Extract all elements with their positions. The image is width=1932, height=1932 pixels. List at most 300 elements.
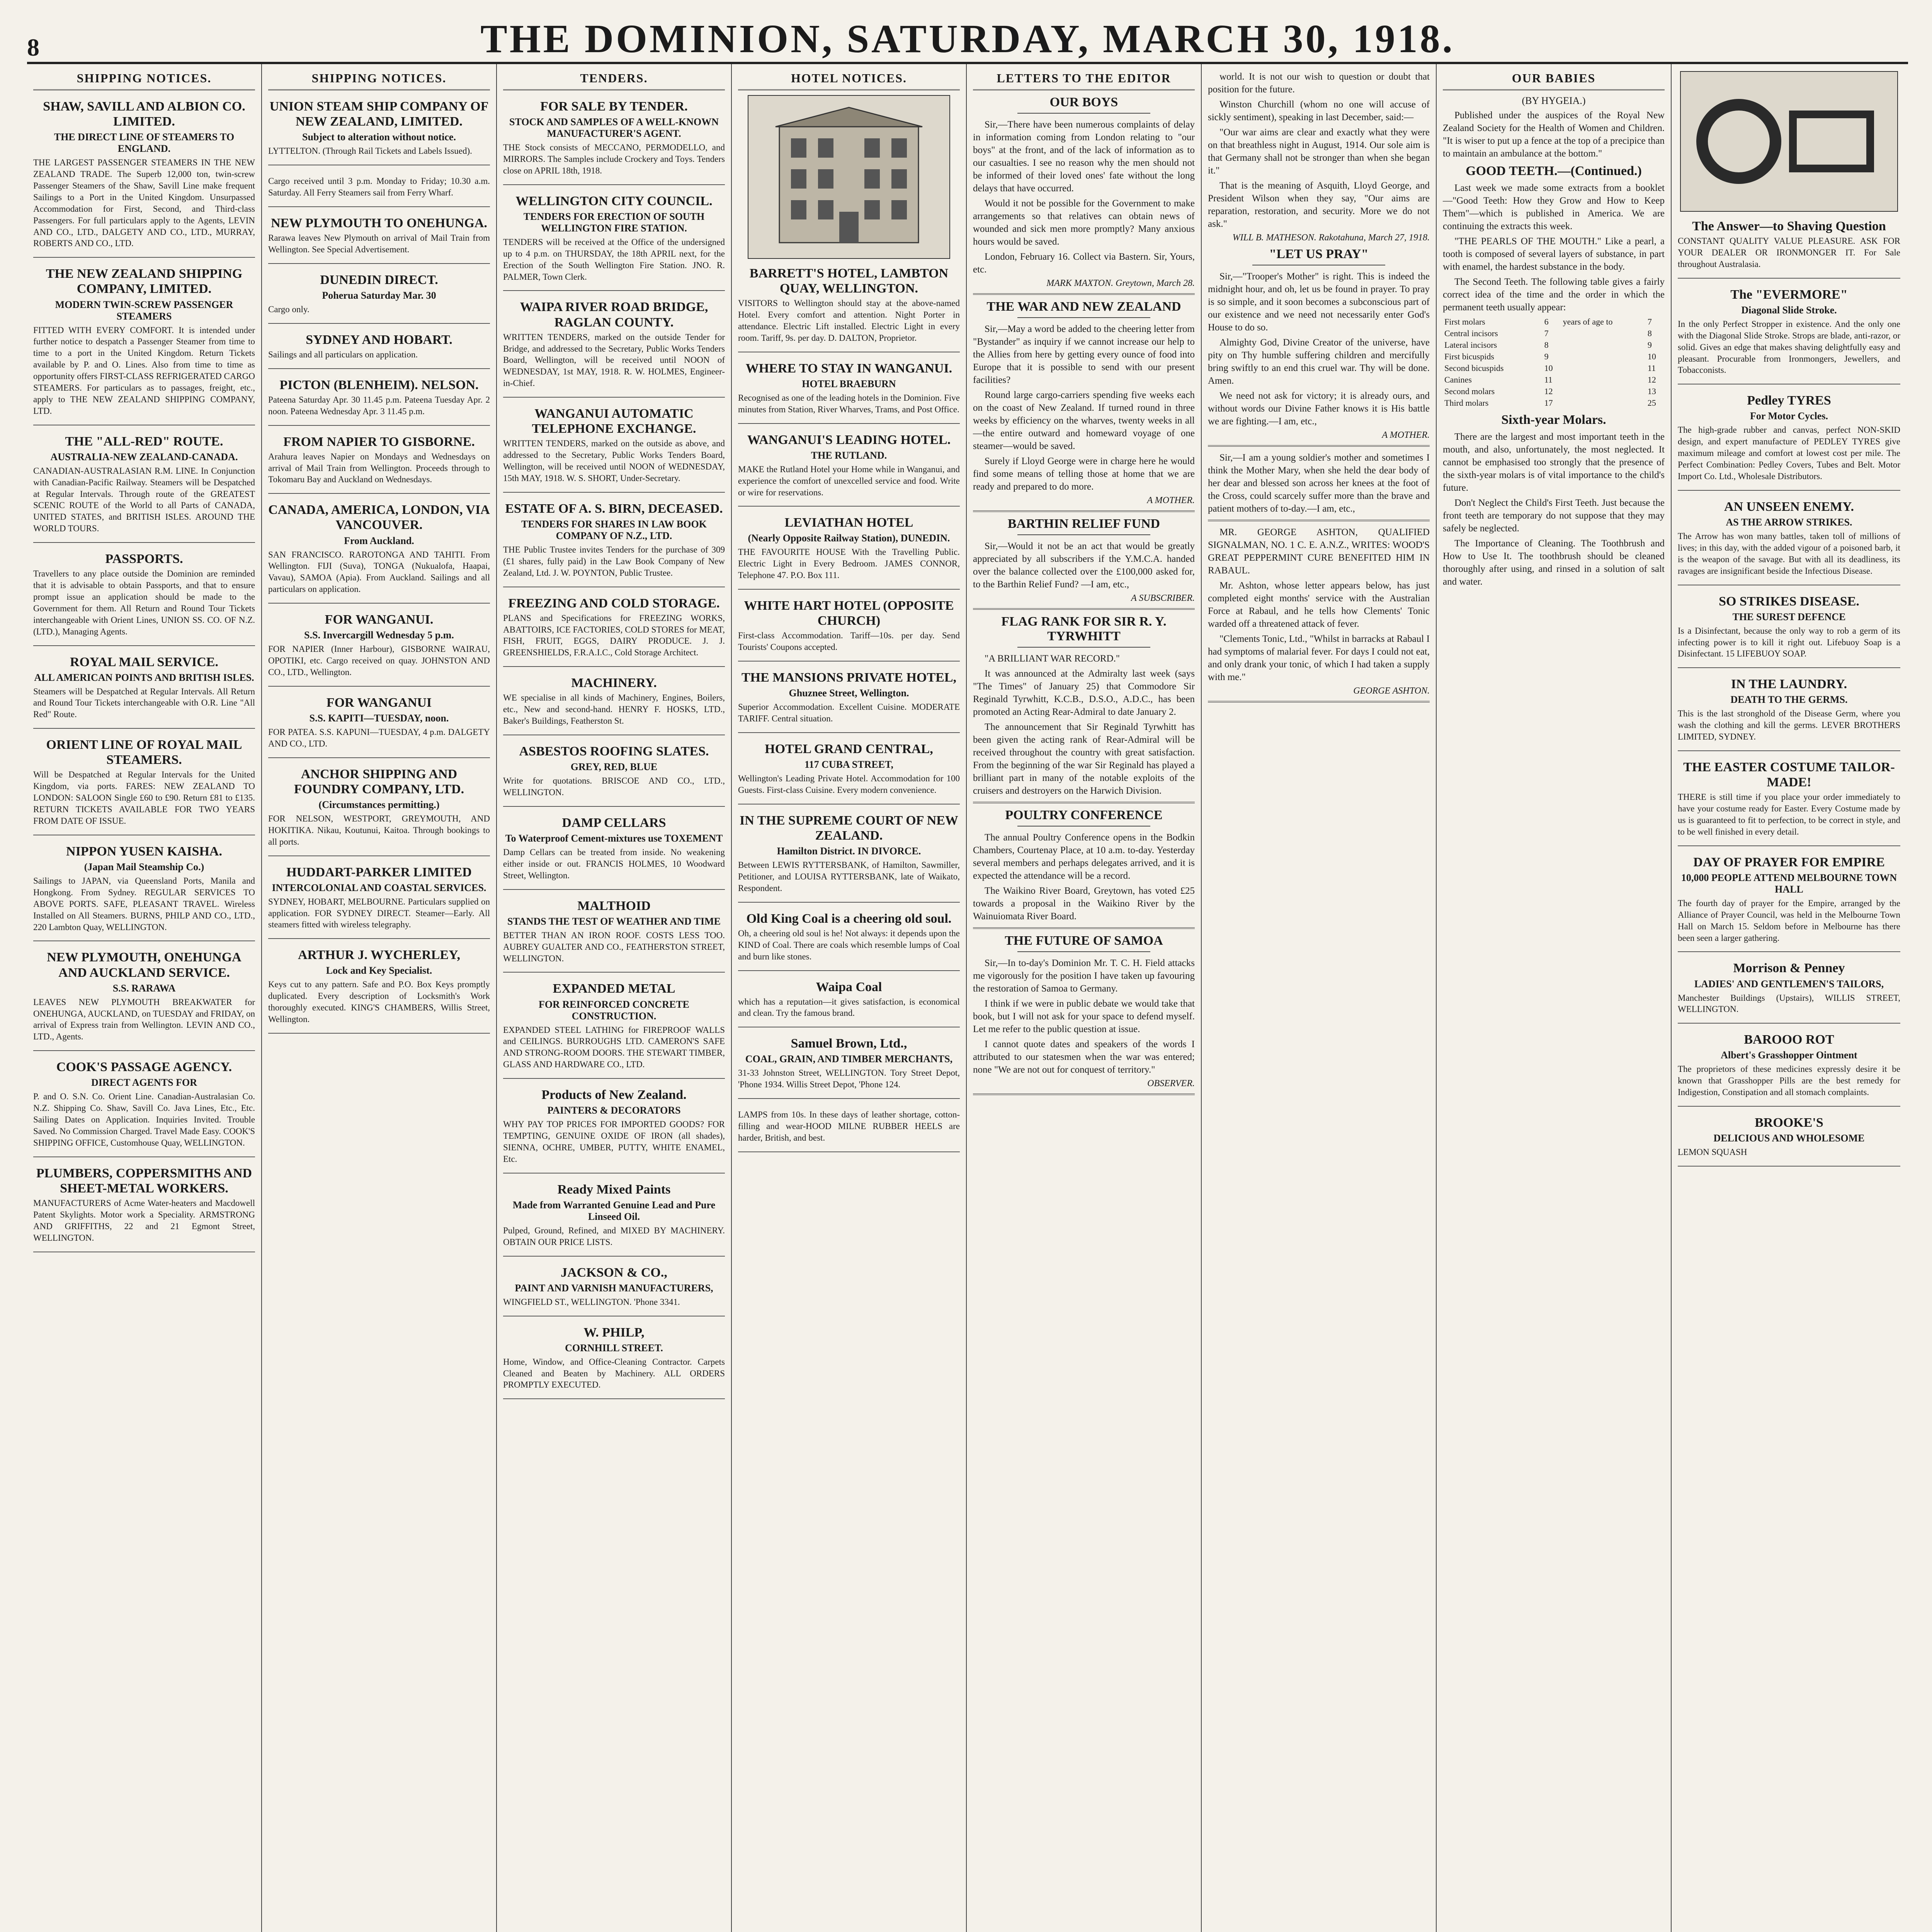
article-paragraph: "Our war aims are clear and exactly what they were on that breathless night in August, 1914. Our sole aim is that Germany shall not be stronger than when she began it."	[1208, 127, 1430, 176]
ads-list	[738, 262, 960, 1152]
article	[973, 299, 1195, 512]
ad-subheading: 117 CUBA STREET,	[804, 759, 893, 770]
ad-heading: DAMP CELLARS	[562, 815, 666, 830]
article	[973, 95, 1195, 295]
article-paragraph: The Waikino River Board, Greytown, has voted £25 towards a proposal in the Waikino River by the Wainuiomata River Board.	[973, 886, 1195, 922]
article-paragraph: The Importance of Cleaning. The Toothbrush and How to Use It. The toothbrush should be cleaned thoroughly after using, and rinsed in a solution of salt and water.	[1443, 538, 1665, 587]
article-paragraph: Sir,—Would it not be an act that would be greatly appreciated by all subscribers if the Y.M.C.A. handed over the balance collected over the £100,000 asked for, to the Barthin Relief Fund? —I am, etc.,	[973, 541, 1195, 590]
column-5-letters	[967, 64, 1202, 1932]
ad-heading: WHITE HART HOTEL (OPPOSITE CHURCH)	[744, 599, 954, 628]
ad-heading: LEVIATHAN HOTEL	[784, 515, 913, 530]
table-cell: 10	[1647, 352, 1656, 361]
advertisement	[268, 861, 490, 939]
ad-heading: SYDNEY AND HOBART.	[306, 332, 452, 347]
ad-subheading: PAINTERS & DECORATORS	[547, 1105, 681, 1116]
ad-heading: HUDDART-PARKER LIMITED	[286, 865, 472, 879]
article-paragraph: MR. GEORGE ASHTON, QUALIFIED SIGNALMAN, NO. 1 C. E. A.N.Z., WRITES: WOOD'S GREAT PEPPERMINT CURE BENEFITED HIM IN RABAUL.	[1208, 527, 1430, 576]
ad-heading: ANCHOR SHIPPING AND FOUNDRY COMPANY, LTD.	[294, 767, 464, 796]
ad-heading: JACKSON & CO.,	[561, 1265, 667, 1280]
shaving-illustration	[1689, 80, 1889, 203]
divider	[1208, 520, 1430, 521]
ad-subheading: CORNHILL STREET.	[565, 1342, 663, 1354]
article	[1208, 526, 1430, 702]
ad-body: P. and O. S.N. Co. Orient Line. Canadian-Australasian Co. N.Z. Shipping Co. Shaw, Savill Co. Java Lines, Etc., Etc. Sailing Dates on Application. Inquiries Invited. Trouble Saved. No Commission Charged. Travel Made Easy. COOK'S SHIPPING OFFICE, Customhouse Quay, WELLINGTON.	[33, 1092, 255, 1148]
advertisement	[738, 594, 960, 662]
table-cell	[1561, 328, 1646, 339]
advertisement	[503, 977, 725, 1079]
ad-body: In the only Perfect Stropper in existence. And the only one with the Diagonal Slide Stroke. Strops are blade, anti-razor, or solid. Gives an edge that makes shaving delightfully easy and pleasant. Procurable from Ironmongers, Jewellers, and Tobacconists.	[1678, 319, 1900, 375]
advertisement	[268, 95, 490, 165]
table-row	[1443, 339, 1665, 351]
advertisement	[268, 608, 490, 687]
table-cell: 9	[1647, 340, 1652, 350]
ad-heading: SO STRIKES DISEASE.	[1719, 594, 1859, 609]
ad-body: Manchester Buildings (Upstairs), WILLIS STREET, WELLINGTON.	[1678, 993, 1900, 1014]
ad-subheading: Subject to alteration without notice.	[302, 131, 456, 143]
column-1-shipping	[27, 64, 262, 1932]
ad-subheading: THE RUTLAND.	[811, 449, 887, 461]
ads-list	[503, 95, 725, 1399]
razor-ad-image	[1680, 71, 1898, 212]
ad-heading: WANGANUI AUTOMATIC TELEPHONE EXCHANGE.	[532, 406, 696, 436]
ad-heading: Waipa Coal	[816, 980, 882, 994]
masthead	[27, 15, 1908, 64]
advertisement	[1678, 1111, 1900, 1167]
article-heading: THE FUTURE OF SAMOA	[1005, 934, 1163, 948]
article-paragraph: The Second Teeth. The following table gives a fairly correct idea of the time and the order in which the permanent teeth usually appear:	[1443, 277, 1665, 313]
advertisement	[268, 763, 490, 856]
column-heading: OUR BABIES	[1443, 68, 1665, 90]
ad-heading: WELLINGTON CITY COUNCIL.	[515, 194, 713, 208]
ad-body: FOR NELSON, WESTPORT, GREYMOUTH, AND HOKITIKA. Nikau, Koutunui, Kaitoa. Through bookings to all ports.	[268, 813, 490, 847]
column-3-tenders	[497, 64, 732, 1932]
ad-heading: The Answer—to Shaving Question	[1692, 219, 1886, 233]
column-6-letters-cont	[1202, 64, 1437, 1932]
heading-rule	[1017, 317, 1150, 318]
ad-body: Will be Despatched at Regular Intervals for the United Kingdom, via ports. FARES: NEW ZEALAND TO LONDON: SALOON Single £60 to £90. Return £81 to £135. RETURN TICKETS AVAILABLE FOR TWO YEARS FROM DATE OF ISSUE.	[33, 770, 255, 826]
section-heading: GOOD TEETH.—(Continued.)	[1466, 164, 1642, 178]
ad-body: Pulped, Ground, Refined, and MIXED BY MACHINERY. OBTAIN OUR PRICE LISTS.	[503, 1225, 725, 1247]
advertisement	[503, 95, 725, 185]
divider	[973, 293, 1195, 295]
ad-body: Recognised as one of the leading hotels in the Dominion. Five minutes from Station, River Wharves, Trams, and Post Office.	[738, 393, 960, 414]
advertisement	[738, 907, 960, 971]
table-cell: 13	[1647, 386, 1656, 396]
ad-body: LEAVES NEW PLYMOUTH BREAKWATER for ONEHUNGA, AUCKLAND, on TUESDAY and FRIDAY, on arrival of Express train from Wellington. LEVIN AND CO., LTD., Agents.	[33, 997, 255, 1042]
ad-body: Sailings to JAPAN, via Queensland Ports, Manila and Hongkong. From Sydney. REGULAR SERVICES TO ABOVE PORTS. SAFE, PLEASANT TRAVEL. Wireless Installed on All Steamers. BURNS, PHILP AND CO., LTD., 220 Lambton Quay, WELLINGTON.	[33, 876, 255, 932]
ad-body: Wellington's Leading Private Hotel. Accommodation for 100 Guests. First-class Cuisine. Every modern convenience.	[738, 774, 960, 795]
articles-list	[973, 95, 1195, 1095]
divider	[973, 802, 1195, 803]
ad-body: PLANS and Specifications for FREEZING WORKS, ABATTOIRS, ICE FACTORIES, COLD STORES for MEAT, FISH, FRUIT, EGGS, DAIRY PRODUCE. J. J. GREENSHIELDS, F.R.A.I.C., Cold Storage Architect.	[503, 613, 725, 658]
ad-body: VISITORS to Wellington should stay at the above-named Hotel. Every comfort and attention. Night Porter in attendance. Electric Lift installed. Electric Light in every room. Tariff, 9s. per day. D. DALTON, Proprietor.	[738, 298, 960, 343]
article-paragraph: Sir,—"Trooper's Mother" is right. This is indeed the midnight hour, and oh, let us be found in prayer. To pray is so simple, and it soon becomes a subconscious part of our existence and we need not necessarily enter God's House to do so.	[1208, 271, 1430, 333]
heading-rule	[1017, 826, 1150, 827]
advertisement	[1678, 590, 1900, 668]
article-paragraph: Sir,—I am a young soldier's mother and sometimes I think the Mother Mary, when she held the dear body of her dear and blessed son across her knees at the foot of the Cross, could scarcely suffer more than the brave and patient mothers of to-day.—I am, etc.,	[1208, 452, 1430, 514]
ad-subheading: (Circumstances permitting.)	[318, 799, 440, 810]
ad-subheading: S.S. KAPITI—TUESDAY, noon.	[309, 712, 449, 724]
ad-body: Home, Window, and Office-Cleaning Contractor. Carpets Cleaned and Beaten by Machinery. ALL ORDERS PROMPTLY EXECUTED.	[503, 1357, 725, 1390]
table-cell	[1561, 374, 1646, 386]
ad-body: THERE is still time if you place your order immediately to have your costume ready for Easter. Every Costume made by us is guaranteed to fit to perfection, to be correct in style, and to be well finished in every detail.	[1678, 792, 1900, 837]
ad-heading: FOR WANGANUI	[326, 695, 432, 710]
advertisement	[503, 811, 725, 890]
ad-body: CONSTANT QUALITY VALUE PLEASURE. ASK FOR YOUR DEALER OR IRONMONGER IT. For Sale throughout Australasia.	[1678, 236, 1900, 269]
advertisement	[33, 548, 255, 646]
article-paragraph: It was announced at the Admiralty last week (says "The Times" of January 25) that Commodore Sir Reginald Tyrwhitt, K.C.B., D.S.O., A.D.C., has been promoted an Acting Rear-Admiral to date January 2.	[973, 668, 1195, 717]
ad-heading: MACHINERY.	[571, 676, 657, 690]
ads-list	[268, 95, 490, 1034]
ad-body: Superior Accommodation. Excellent Cuisine. MODERATE TARIFF. Central situation.	[738, 702, 960, 724]
ad-heading: SHAW, SAVILL AND ALBION CO. LIMITED.	[43, 99, 245, 129]
ad-heading: THE EASTER COSTUME TAILOR-MADE!	[1683, 760, 1895, 790]
ad-subheading: Lock and Key Specialist.	[326, 965, 432, 976]
advertisement	[738, 976, 960, 1028]
ad-body: WHY PAY TOP PRICES FOR IMPORTED GOODS? FOR TEMPTING, GENUINE OXIDE OF IRON (all shades), SIENNA, OCHRE, UMBER, PUTTY, WHITE ENAMEL, Etc.	[503, 1119, 725, 1164]
ad-heading: COOK'S PASSAGE AGENCY.	[56, 1060, 232, 1075]
ad-body: Cargo only.	[268, 304, 310, 314]
ad-heading: Samuel Brown, Ltd.,	[791, 1036, 907, 1051]
advertisement	[1678, 851, 1900, 952]
advertisement	[33, 946, 255, 1051]
advertisement	[503, 190, 725, 291]
ad-subheading: TENDERS FOR SHARES IN LAW BOOK COMPANY OF N.Z., LTD.	[521, 518, 707, 541]
ad-heading: Morrison & Penney	[1733, 961, 1845, 976]
intro-paragraph: Published under the auspices of the Royal New Zealand Society for the Health of Women and Children. "It is wiser to put up a fence at the top of a precipice than to maintain an ambulance at the bottom."	[1443, 110, 1665, 159]
advertisement	[738, 1032, 960, 1099]
ad-body: WE specialise in all kinds of Machinery, Engines, Boilers, etc., New and second-hand. HENRY F. HOSKS, LTD., Baker's Buildings, Featherston St.	[503, 693, 725, 726]
article-paragraph: I think if we were in public debate we would take that book, but I will not ask for your space to defend myself. Let me refer to the public question at issue.	[973, 998, 1195, 1034]
ad-heading: Ready Mixed Paints	[557, 1182, 671, 1197]
ad-body: WINGFIELD ST., WELLINGTON. 'Phone 3341.	[503, 1297, 680, 1307]
article-paragraph: "THE PEARLS OF THE MOUTH." Like a pearl, a tooth is composed of several layers of substance, in part with enamel, the hardest substance in the body.	[1443, 236, 1665, 272]
article-heading: BARTHIN RELIEF FUND	[1007, 517, 1160, 531]
article-paragraph: Don't Neglect the Child's First Teeth. Just because the front teeth are temporary do not suppose that they may safely be neglected.	[1443, 498, 1665, 534]
ad-body: BETTER THAN AN IRON ROOF. COSTS LESS TOO. AUBREY GUALTER AND CO., FEATHERSTON STREET, WELLINGTON.	[503, 930, 725, 963]
advertisement	[33, 1056, 255, 1157]
ad-body: which has a reputation—it gives satisfaction, is economical and clean. Try the famous brand.	[738, 997, 960, 1018]
article-paragraph: Sir,—There have been numerous complaints of delay in information coming from London relating to "our boys" at the front, and of the lack of information as to our casualties. I see no reason why the men should not be informed of their loved ones' fate without the long delays that have occurred.	[973, 119, 1195, 194]
table-cell: 9	[1544, 352, 1549, 361]
table-cell: 7	[1647, 317, 1652, 327]
column-heading: HOTEL NOTICES.	[738, 68, 960, 90]
advertisement	[738, 809, 960, 903]
article-paragraph: There are the largest and most important teeth in the mouth, and also, unfortunately, the most neglected. It cannot be emphasised too strongly that the presence of the sixth-year molars is of vital importance to the child's future.	[1443, 432, 1665, 493]
ad-heading: W. PHILP,	[583, 1325, 645, 1340]
article-paragraph: The annual Poultry Conference opens in the Bodkin Chambers, Courtenay Place, at 10 a.m. to-day. Yesterday several members and perhaps delegates arrived, and it is expected the attendance will be a record.	[973, 832, 1195, 881]
ad-subheading: ALL AMERICAN POINTS AND BRITISH ISLES.	[34, 672, 254, 683]
article	[973, 614, 1195, 803]
ad-subheading: Diagonal Slide Stroke.	[1741, 304, 1837, 316]
article-paragraph: world. It is not our wish to question or doubt that position for the future.	[1208, 71, 1430, 95]
article-paragraph: Round large cargo-carriers spending five weeks each on the coast of New Zealand. If turned round in three weeks by efficiency on the wharves, twenty weeks in all—the entire outward and homeward voyage of one steamer—would be saved.	[973, 390, 1195, 451]
ad-subheading: Poherua Saturday Mar. 30	[322, 289, 436, 301]
advertisement	[268, 691, 490, 758]
table-cell: First bicuspids	[1444, 352, 1494, 361]
ad-body: The proprietors of these medicines expressly desire it be known that Grasshopper Pills are the best remedy for Indigestion, Constipation and all stomach complaints.	[1678, 1064, 1900, 1097]
divider	[973, 1094, 1195, 1095]
ad-body: TENDERS will be received at the Office of the undersigned up to 4 p.m. on THURSDAY, the 18th APRIL next, for the Erection of the South Wellington Fire Station. JNO. R. PALMER, Town Clerk.	[503, 237, 725, 282]
article	[973, 934, 1195, 1095]
ad-heading: THE "ALL-RED" ROUTE.	[65, 434, 223, 449]
advertisement	[503, 592, 725, 667]
signature: A MOTHER.	[1147, 495, 1195, 505]
table-cell	[1561, 351, 1646, 362]
divider	[973, 510, 1195, 512]
ad-heading: NIPPON YUSEN KAISHA.	[66, 844, 222, 859]
article	[973, 517, 1195, 610]
table-cell: years of age to	[1563, 317, 1613, 327]
hotel-illustration	[756, 104, 942, 250]
ad-body: Steamers will be Despatched at Regular Intervals. All Return and Round Tour Tickets interchangeable with O.R. Line "All Red" Route.	[33, 686, 255, 719]
ad-heading: HOTEL GRAND CENTRAL,	[765, 742, 933, 756]
ad-body: Pateena Saturday Apr. 30 11.45 p.m. Pateena Tuesday Apr. 2 noon. Pateena Wednesday Apr. 3 11.45 p.m.	[268, 395, 490, 416]
signature: A MOTHER.	[1382, 430, 1430, 440]
ad-heading: DUNEDIN DIRECT.	[320, 272, 438, 287]
ad-body: Rarawa leaves New Plymouth on arrival of Mail Train from Wellington. See Special Advertisement.	[268, 233, 490, 254]
ad-body: MANUFACTURERS of Acme Water-heaters and Macdowell Patent Skylights. Motor work a Speciality. ARMSTRONG AND GRIFFITHS, 22 and 21 Egmont Street, WELLINGTON.	[33, 1198, 255, 1243]
advertisement	[503, 497, 725, 587]
ad-heading: ORIENT LINE OF ROYAL MAIL STEAMERS.	[46, 738, 242, 767]
advertisement	[1678, 283, 1900, 385]
ad-heading: Pedley TYRES	[1747, 393, 1831, 408]
column-heading: TENDERS.	[503, 68, 725, 90]
ad-heading: BROOKE'S	[1755, 1116, 1823, 1130]
ad-subheading: Albert's Grasshopper Ointment	[1721, 1049, 1857, 1061]
ad-heading: PICTON (BLENHEIM). NELSON.	[279, 378, 479, 392]
ad-body: Keys cut to any pattern. Safe and P.O. Box Keys promptly duplicated. Every description of Locksmith's Work thoroughly executed. KING'S CHAMBERS, Willis Street, Wellington.	[268, 980, 490, 1024]
table-cell: 11	[1544, 375, 1553, 384]
advertisement	[1678, 495, 1900, 585]
article-paragraph: "Clements Tonic, Ltd., "Whilst in barracks at Rabaul I had symptoms of malarial fever. For days I could not eat, and only drank your tonic, of which I had taken a supply with me."	[1208, 634, 1430, 682]
ad-heading: IN THE SUPREME COURT OF NEW ZEALAND.	[740, 813, 958, 843]
ad-subheading: COAL, GRAIN, AND TIMBER MERCHANTS,	[745, 1053, 953, 1065]
ad-body: Write for quotations. BRISCOE AND CO., LTD., WELLINGTON.	[503, 776, 725, 797]
ad-body: MAKE the Rutland Hotel your Home while in Wanganui, and experience the comfort of unexcelled service and food. Write or wire for reservations.	[738, 464, 960, 497]
column-8-advertisements	[1672, 64, 1906, 1932]
ad-subheading: (Nearly Opposite Railway Station), DUNEDIN.	[748, 532, 950, 544]
ad-heading: FOR SALE BY TENDER.	[540, 99, 688, 114]
ad-body: Sailings and all particulars on application.	[268, 349, 418, 359]
article-paragraph: Winston Churchill (whom no one will accuse of sickly sentiment), speaking in last December, said:—	[1208, 99, 1430, 122]
article-heading: "LET US PRAY"	[1269, 247, 1369, 261]
ad-subheading: GREY, RED, BLUE	[570, 761, 658, 773]
advertisement	[33, 262, 255, 425]
advertisement	[33, 733, 255, 835]
ad-subheading: 10,000 PEOPLE ATTEND MELBOURNE TOWN HALL	[1681, 872, 1897, 895]
table-row	[1443, 328, 1665, 339]
ad-heading: WAIPA RIVER ROAD BRIDGE, RAGLAN COUNTY.	[520, 300, 708, 330]
ad-body: The fourth day of prayer for the Empire, arranged by the Alliance of Prayer Council, was held in the Melbourne Town Hall on March 15. Seldom before in Melbourne has there been seen a larger gathering.	[1678, 898, 1900, 943]
ad-subheading: MODERN TWIN-SCREW PASSENGER STEAMERS	[55, 299, 233, 322]
ad-body: WRITTEN TENDERS, marked on the outside Tender for Bridge, and addressed to the Secretary, Public Works Tenders Board, Wellington, will be received until NOON of WEDNESDAY, 1st MAY, 1918. R. W. HOLMES, Engineer-in-Chief.	[503, 332, 725, 388]
table-cell: 11	[1647, 363, 1656, 373]
ad-heading: BAROOO ROT	[1744, 1032, 1834, 1047]
advertisement	[1678, 1028, 1900, 1107]
table-cell: 10	[1544, 363, 1553, 373]
table-cell: 12	[1544, 386, 1553, 396]
ad-body: SYDNEY, HOBART, MELBOURNE. Particulars supplied on application. FOR SYDNEY DIRECT. Steamer—Early. All steamers fitted with wireless telegraphy.	[268, 896, 490, 930]
ad-body: THE Public Trustee invites Tenders for the purchase of 309 (£1 shares, fully paid) in the Law Book Company of New Zealand, Ltd. J. W. POYNTON, Public Trustee.	[503, 544, 725, 578]
article-paragraph: London, February 16. Collect via Bastern. Sir, Yours, etc.	[973, 252, 1195, 275]
advertisement	[738, 511, 960, 590]
article-paragraph: Would it not be possible for the Government to make arrangements so that relatives can obtain news of wounded and sick men more promptly? Many anxious hours would be saved.	[973, 198, 1195, 247]
ad-heading: Products of New Zealand.	[541, 1088, 687, 1102]
article	[1208, 451, 1430, 521]
advertisement	[503, 740, 725, 807]
article-heading: POULTRY CONFERENCE	[1005, 808, 1163, 822]
advertisement	[738, 1104, 960, 1152]
ad-body: CANADIAN-AUSTRALASIAN R.M. LINE. In Conjunction with Canadian-Pacific Railway. Steamers will be Despatched at Regular Intervals. Through route of the GREATEST SCENIC ROUTE of the World to all Parts of CANADA, UNITED STATES, and BRITISH ISLES. AROUND THE WORLD TOURS.	[33, 466, 255, 534]
ad-heading: DAY OF PRAYER FOR EMPIRE	[1693, 855, 1885, 869]
ad-body: EXPANDED STEEL LATHING for FIREPROOF WALLS and CEILINGS. BURROUGHS LTD. CAMERON'S SAFE AND STRONG-ROOM DOORS. THE STEWART TIMBER, GLASS AND HARDWARE CO., LTD.	[503, 1025, 725, 1070]
advertisement	[33, 1162, 255, 1252]
advertisement	[738, 738, 960, 804]
heading-rule	[1017, 113, 1150, 114]
advertisement	[503, 1261, 725, 1316]
ad-body: Between LEWIS RYTTERSBANK, of Hamilton, Sawmiller, Petitioner, and LOUISA RYTTERSBANK, late of Waikato, Respondent.	[738, 860, 960, 893]
ad-body: Oh, a cheering old soul is he! Not always: it depends upon the KIND of Coal. There are coals which resemble lumps of Coal and burn like stones.	[738, 928, 960, 961]
column-heading: SHIPPING NOTICES.	[33, 68, 255, 90]
ad-body: Travellers to any place outside the Dominion are reminded that it is advisable to obtain Passports, and that to ensure prompt issue an application should be made to the Government for them. All Return and Round Tour Tickets interchangeable with Orient Lines, UNION SS. CO. OF N.Z. (LTD.), Managing Agents.	[33, 569, 255, 636]
ad-body: SAN FRANCISCO. RAROTONGA AND TAHITI. From Wellington. FIJI (Suva), TONGA (Nukualofa, Haapai, Vavau), SAMOA (Apia). From Auckland. Sailings and all particulars on application.	[268, 549, 490, 594]
ad-heading: WHERE TO STAY IN WANGANUI.	[745, 361, 952, 376]
advertisement	[738, 666, 960, 733]
teeth-table	[1443, 316, 1665, 409]
article-paragraph: We need not ask for victory; it is already ours, and without words our Divine Father knows it is His battle we are fighting.—I am, etc.,	[1208, 391, 1430, 427]
article-heading: FLAG RANK FOR SIR R. Y. TYRWHITT	[1001, 614, 1167, 643]
advertisement	[268, 498, 490, 604]
article-paragraph: Surely if Lloyd George were in charge here he would find some means of telling those at home that we are ready and prepared to do more.	[973, 456, 1195, 492]
table-cell: 6	[1544, 317, 1549, 327]
articles-list	[1208, 247, 1430, 702]
column-2-shipping	[262, 64, 497, 1932]
ad-body: The high-grade rubber and canvas, perfect NON-SKID design, and expert manufacture of PEDLEY TYRES give maximum mileage and comfort at lowest cost per mile. The Perfect Combination: Pedley Covers, Tubes and Belt. Motor Import Co. Ltd., Wholesale Distributors.	[1678, 425, 1900, 481]
table-cell	[1561, 362, 1646, 374]
advertisement	[1678, 389, 1900, 491]
ad-body: This is the last stronghold of the Disease Germ, where you wash the clothing and kill the germs. LEVER BROTHERS LIMITED, SYDNEY.	[1678, 709, 1900, 742]
ad-body: FITTED WITH EVERY COMFORT. It is intended under further notice to despatch a Passenger Steamer from time to time to a port in the United Kingdom. Return Tickets available by P. and O. Lines. Also from time to time as opportunity offers FIRST-CLASS REFRIGERATED CARGO STEAMERS. For particulars as to passages, freight, etc., apply to THE NEW ZEALAND SHIPPING COMPANY, LTD.	[33, 325, 255, 416]
newspaper-title: THE DOMINION, SATURDAY, MARCH 30, 1918.	[480, 17, 1455, 61]
article-heading: OUR BOYS	[1049, 95, 1118, 109]
advertisement	[738, 429, 960, 507]
article-paragraph: That is the meaning of Asquith, Lloyd George, and President Wilson when they say, "Our aims are reparation, restoration, and security. More we do not ask."	[1208, 180, 1430, 229]
column-4-hotels	[732, 64, 967, 1932]
table-cell: Central incisors	[1444, 328, 1498, 338]
ad-subheading: FOR REINFORCED CONCRETE CONSTRUCTION.	[538, 998, 690, 1022]
ad-heading: BARRETT'S HOTEL, LAMBTON QUAY, WELLINGTON.	[749, 266, 949, 296]
signature: GEORGE ASHTON.	[1353, 686, 1430, 696]
section-heading: Sixth-year Molars.	[1501, 413, 1606, 427]
signature: A SUBSCRIBER.	[1131, 593, 1195, 603]
ad-subheading: AUSTRALIA-NEW ZEALAND-CANADA.	[50, 451, 238, 463]
ad-subheading: (Japan Mail Steamship Co.)	[84, 861, 204, 872]
advertisement	[268, 170, 490, 207]
ad-body: THE FAVOURITE HOUSE With the Travelling Public. Electric Light in Every Bedroom. JAMES CONNOR, Telephone 47. P.O. Box 111.	[738, 547, 960, 580]
advertisement	[503, 296, 725, 398]
advertisement	[738, 262, 960, 352]
ad-subheading: Made from Warranted Genuine Lead and Pure Linseed Oil.	[512, 1199, 716, 1222]
ads-list	[1678, 215, 1900, 1167]
columns	[27, 64, 1908, 1932]
ad-subheading: LADIES' AND GENTLEMEN'S TAILORS,	[1694, 978, 1884, 990]
table-cell: 25	[1647, 398, 1656, 408]
table-cell: 8	[1544, 340, 1549, 350]
ad-subheading: DELICIOUS AND WHOLESOME	[1713, 1133, 1865, 1144]
table-cell: 17	[1544, 398, 1553, 408]
ad-heading: The "EVERMORE"	[1730, 287, 1848, 302]
ad-heading: Old King Coal is a cheering old soul.	[746, 911, 952, 926]
ad-body: THE LARGEST PASSENGER STEAMERS IN THE NEW ZEALAND TRADE. The Superb 12,000 ton, twin-screw Passenger Steamers of the Shaw, Savill Line make frequent Sailings to a Port in the United Kingdom. Unsurpassed Accommodation for First, Second, and Third-class Passengers. For full particulars apply to the Agents, LEVIN AND CO., LTD., DALGETY AND CO., LTD., MURRAY, ROBERTS AND CO., LTD.	[33, 158, 255, 248]
ad-body: LEMON SQUASH	[1678, 1147, 1747, 1157]
ad-subheading: STANDS THE TEST OF WEATHER AND TIME	[507, 915, 721, 927]
ad-subheading: Hamilton District. IN DIVORCE.	[777, 845, 921, 857]
article-paragraph: Sir,—In to-day's Dominion Mr. T. C. H. Field attacks me vigorously for the position I have taken up favouring the restoration of Samoa to Germany.	[973, 958, 1195, 994]
ad-subheading: To Waterproof Cement-mixtures use TOXEMENT	[505, 832, 723, 844]
ad-body: The Arrow has won many battles, taken toll of millions of lives; in this day, with the added vigour of a poisoned barb, it is the weapon of the savage. But with all its deadliness, its ravages are insignificant beside the Infectious Disease.	[1678, 531, 1900, 576]
advertisement	[503, 1178, 725, 1257]
table-cell: Second bicuspids	[1444, 363, 1504, 373]
advertisement	[33, 651, 255, 729]
article	[1208, 247, 1430, 447]
advertisement	[268, 212, 490, 264]
ad-heading: NEW PLYMOUTH TO ONEHUNGA.	[271, 216, 487, 230]
divider	[973, 927, 1195, 929]
advertisement	[268, 269, 490, 324]
article-paragraph: I cannot quote dates and speakers of the words I attributed to our statesmen when the war was entered; none "We are not out for conquest of territory."	[973, 1039, 1195, 1075]
heading-rule	[1017, 534, 1150, 535]
ad-heading: THE NEW ZEALAND SHIPPING COMPANY, LIMITED.	[46, 267, 243, 296]
ad-subheading: DIRECT AGENTS FOR	[91, 1077, 197, 1088]
ad-heading: THE MANSIONS PRIVATE HOTEL,	[741, 670, 957, 685]
table-cell: Canines	[1444, 375, 1472, 384]
advertisement	[503, 1321, 725, 1400]
ad-body: Damp Cellars can be treated from inside. No weakening either inside or out. FRANCIS HOLMES, 10 Woodward Street, Wellington.	[503, 847, 725, 880]
article-paragraph: Mr. Ashton, whose letter appears below, has just completed eight months' service with the Australian Force at Rabaul, and he tells how Clements' Tonic warded off a threatened attack of fever.	[1208, 580, 1430, 629]
ad-body: First-class Accommodation. Tariff—10s. per day. Send Tourists' Coupons accepted.	[738, 631, 960, 652]
table-row	[1443, 374, 1665, 386]
ad-heading: WANGANUI'S LEADING HOTEL.	[747, 432, 951, 447]
column-heading: LETTERS TO THE EDITOR	[973, 68, 1195, 90]
ad-heading: AN UNSEEN ENEMY.	[1724, 499, 1854, 514]
ad-heading: ROYAL MAIL SERVICE.	[70, 655, 218, 669]
ad-heading: ESTATE OF A. S. BIRN, DECEASED.	[505, 501, 723, 516]
advertisement	[1678, 957, 1900, 1024]
table-row	[1443, 397, 1665, 409]
table-cell: Second molars	[1444, 386, 1495, 396]
advertisement	[268, 374, 490, 426]
ad-subheading: THE SUREST DEFENCE	[1732, 611, 1846, 622]
ad-subheading: S.S. Invercargill Wednesday 5 p.m.	[304, 629, 454, 641]
ad-body: Is a Disinfectant, because the only way to rob a germ of its infecting power is to kill it right out. Lifebuoy Soap is a Disinfectant. 15 LIFEBUOY SOAP.	[1678, 626, 1900, 659]
table-cell: 12	[1647, 375, 1656, 384]
ad-subheading: From Auckland.	[344, 535, 414, 546]
advertisement	[268, 430, 490, 494]
article-paragraph: Last week we made some extracts from a booklet—"Good Teeth: How they Grow and How to Keep Them"—which is published in America. We are continuing the extracts this week.	[1443, 183, 1665, 231]
article-paragraph: Almighty God, Divine Creator of the universe, have pity on Thy humble suffering children and mercifully bring swiftly to an end this cruel war. Thy will be done. Amen.	[1208, 337, 1430, 386]
advertisement	[503, 672, 725, 735]
ad-subheading: INTERCOLONIAL AND COASTAL SERVICES.	[272, 882, 486, 893]
ad-heading: NEW PLYMOUTH, ONEHUNGA AND AUCKLAND SERVICE.	[47, 950, 242, 980]
table-row	[1443, 362, 1665, 374]
ad-heading: PLUMBERS, COPPERSMITHS AND SHEET-METAL WORKERS.	[36, 1166, 252, 1196]
article-paragraph: "A BRILLIANT WAR RECORD."	[985, 653, 1120, 664]
signature: WILL B. MATHESON. Rakotahuna, March 27, 1918.	[1232, 233, 1430, 243]
ad-body: LAMPS from 10s. In these days of leather shortage, cotton-filling and wear-HOOD MILNE RUBBER HEELS are harder, British, and best.	[738, 1110, 960, 1143]
heading-rule	[1017, 647, 1150, 648]
table-cell: Lateral incisors	[1444, 340, 1497, 350]
